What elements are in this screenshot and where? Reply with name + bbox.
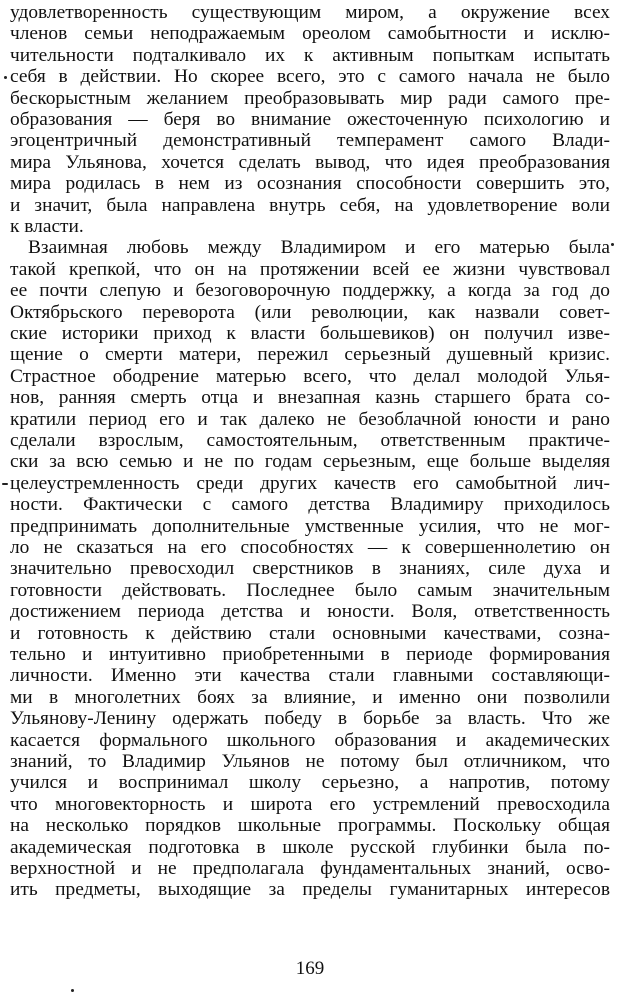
text-line: Ульянову-Ленину одержать победу в борьбе за власть. Что же xyxy=(10,708,610,730)
text-line: нов, ранняя смерть отца и внезапная казнь старшего брата со- xyxy=(10,387,610,409)
text-line: Страстное ободрение матерью всего, что делал молодой Улья- xyxy=(10,365,610,387)
text-line: сделали взрослым, самостоятельным, ответственным практиче- xyxy=(10,430,610,451)
scan-speck xyxy=(4,76,7,79)
text-line: касается формального школьного образования и академических xyxy=(10,729,610,751)
text-line: мира родилась в нем из осознания способности совершить это, xyxy=(10,173,610,195)
text-line: ее почти слепую и безоговорочную поддержку, а когда за год до xyxy=(10,280,610,302)
text-line: удовлетворенность существующим миром, а окружение всех xyxy=(10,2,610,23)
text-line: себя в действии. Но скорее всего, это с самого начала не было xyxy=(10,66,610,88)
text-line: мира Ульянова, хочется сделать вывод, что идея преобразования xyxy=(10,151,610,173)
text-line: образования — беря во внимание ожесточенную психологию и xyxy=(10,109,610,130)
text-line: академическая подготовка в школе русской глубинки была по- xyxy=(10,836,610,858)
text-line: ски за всю семью и не по годам серьезным, еще больше выделяя xyxy=(10,451,610,473)
text-line: кратили период его и так далеко не безоблачной юности и рано xyxy=(10,408,610,430)
text-line: и значит, была направлена внутрь себя, на удовлетворение воли xyxy=(10,194,610,216)
text-line: щение о смерти матери, пережил серьезный душевный кризис. xyxy=(10,344,610,366)
text-line: ские историки приход к власти большевиков) он получил изве- xyxy=(10,323,610,344)
text-line: личности. Именно эти качества стали главными составляющи- xyxy=(10,665,610,687)
text-line: предпринимать дополнительные умственные усилия, что не мог- xyxy=(10,515,610,537)
text-line: к власти. xyxy=(10,216,84,237)
text-line: знаний, то Владимир Ульянов не потому был отличником, что xyxy=(10,751,610,772)
text-line: чительности подталкивало их к активным попыткам испытать xyxy=(10,44,610,66)
text-line: ить предметы, выходящие за пределы гуманитарных интересов xyxy=(10,879,610,901)
text-line: целеустремленность среди других качеств его самобытной лич- xyxy=(10,472,610,494)
text-line: на несколько порядков школьные программы. Поскольку общая xyxy=(10,815,610,837)
text-line: ми в многолетних боях за влияние, и именно они позволили xyxy=(10,686,610,708)
scan-speck xyxy=(2,483,8,485)
page-number: 169 xyxy=(295,958,325,979)
text-line: учился и воспринимал школу серьезно, а напротив, потому xyxy=(10,772,610,794)
text-line: эгоцентричный демонстративный темперамент самого Влади- xyxy=(10,130,610,152)
text-line: членов семьи неподражаемым ореолом самобытности и исклю- xyxy=(10,23,610,45)
text-line: значительно превосходил сверстников в знаниях, силе духа и xyxy=(10,558,610,580)
text-line: верхностной и не предполагала фундаментальных знаний, осво- xyxy=(10,858,610,879)
text-line: Октябрьского переворота (или революции, как назвали совет- xyxy=(10,301,610,323)
scan-speck xyxy=(611,243,614,246)
text-line: достижением периода детства и юности. Воля, ответственность xyxy=(10,601,610,623)
text-line: и готовность к действию стали основными качествами, созна- xyxy=(10,622,610,644)
text-line: готовности действовать. Последнее было самым значительным xyxy=(10,579,610,601)
text-line: что многовекторность и широта его устремлений превосходила xyxy=(10,793,610,815)
text-line: тельно и интуитивно приобретенными в периоде формирования xyxy=(10,644,610,665)
text-line: ло не сказаться на его способностях — к совершеннолетию он xyxy=(10,537,610,558)
scan-speck xyxy=(71,989,74,992)
text-line: бескорыстным желанием преобразовывать мир ради самого пре- xyxy=(10,87,610,109)
text-line: ности. Фактически с самого детства Владимиру приходилось xyxy=(10,494,610,516)
text-line: такой крепкой, что он на протяжении всей ее жизни чувствовал xyxy=(10,258,610,280)
paragraph-start-line: Взаимная любовь между Владимиром и его матерью была xyxy=(28,237,610,259)
